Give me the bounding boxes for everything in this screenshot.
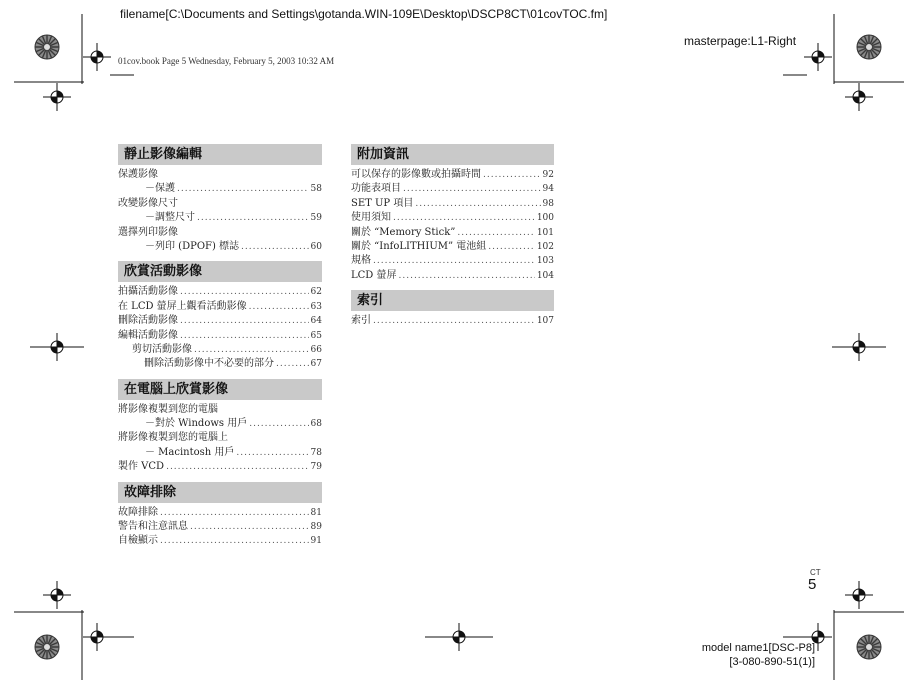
toc-entry: －列印 (DPOF) 標誌 ..... 60 (118, 240, 322, 254)
toc-entry: 改變影像尺寸 (118, 197, 178, 209)
toc-entry: 警告和注意訊息 ..... 89 (118, 520, 322, 534)
toc-entry: － Macintosh 用戶 ..... 78 (118, 446, 322, 460)
toc-entry: 關於 “Memory Stick” ..... 101 (351, 226, 554, 240)
toc-entry: 索引 ..... 107 (351, 314, 554, 328)
star-target-icon (857, 35, 881, 59)
toc-section (118, 144, 322, 254)
section-heading: 欣賞活動影像 (118, 261, 322, 282)
toc-right-column (351, 144, 554, 336)
star-target-icon (35, 635, 59, 659)
toc-entry: 刪除活動影像中不必要的部分 ..... 67 (118, 357, 322, 371)
star-target-icon (857, 635, 881, 659)
toc-entry: 故障排除 ..... 81 (118, 506, 322, 520)
toc-entry: 拍攝活動影像 ..... 62 (118, 285, 322, 299)
toc-section (118, 379, 322, 475)
model-name-line: model name1[DSC-P8] (701, 642, 815, 654)
star-target-icon (35, 35, 59, 59)
toc-section (118, 261, 322, 371)
toc-entry: SET UP 項目 ..... 98 (351, 197, 554, 211)
registration-mark-icon (83, 43, 111, 71)
toc-entry: 製作 VCD ..... 79 (118, 460, 322, 474)
toc-entry: 刪除活動影像 ..... 64 (118, 314, 322, 328)
toc-entry: 使用須知 ..... 100 (351, 211, 554, 225)
toc-entry: 自檢顯示 ..... 91 (118, 534, 322, 548)
registration-mark-icon (845, 83, 873, 111)
toc-entry: 功能表項目 ..... 94 (351, 182, 554, 196)
toc-entry: －調整尺寸 ..... 59 (118, 211, 322, 225)
section-heading: 索引 (351, 290, 554, 311)
toc-entry: 在 LCD 螢屏上觀看活動影像 ..... 63 (118, 300, 322, 314)
toc-entry: －保護 ..... 58 (118, 182, 322, 196)
registration-mark-icon (43, 581, 71, 609)
toc-entry: 關於 “InfoLITHIUM” 電池組 ..... 102 (351, 240, 554, 254)
section-heading: 附加資訊 (351, 144, 554, 165)
masterpage-header: masterpage:L1-Right (684, 34, 797, 48)
toc-section (118, 482, 322, 549)
toc-entry: 選擇列印影像 (118, 226, 178, 238)
toc-entry: －對於 Windows 用戶 ..... 68 (118, 417, 322, 431)
section-heading: 故障排除 (118, 482, 322, 503)
registration-mark-icon (845, 581, 873, 609)
toc-entry: 可以保存的影像數或拍攝時間 ..... 92 (351, 168, 554, 182)
part-number-line: [3-080-890-51(1)] (729, 656, 815, 668)
language-code: CT (810, 568, 821, 577)
section-heading: 靜止影像編輯 (118, 144, 322, 165)
toc-left-column (118, 144, 322, 556)
section-heading: 在電腦上欣賞影像 (118, 379, 322, 400)
book-info-line: 01cov.book Page 5 Wednesday, February 5, 2003 10:32 AM (118, 56, 335, 66)
toc-entry: 將影像複製到您的電腦 (118, 403, 218, 415)
toc-section (351, 144, 554, 283)
toc-section (351, 290, 554, 328)
toc-entry: 編輯活動影像 ..... 65 (118, 329, 322, 343)
toc-entry: 保護影像 (118, 169, 158, 180)
registration-mark-icon (43, 83, 71, 111)
page-number: 5 (808, 576, 817, 593)
toc-entry: LCD 螢屏 ..... 104 (351, 269, 554, 283)
toc-entry: 將影像複製到您的電腦上 (118, 432, 228, 444)
registration-mark-icon (83, 623, 111, 651)
filename-header: filename[C:\Documents and Settings\gotanda.WIN-109E\Desktop\DSCP8CT\01covTOC.fm] (120, 7, 608, 21)
toc-entry: 剪切活動影像 ..... 66 (118, 343, 322, 357)
registration-mark-icon (804, 43, 832, 71)
toc-entry: 規格 ..... 103 (351, 254, 554, 268)
